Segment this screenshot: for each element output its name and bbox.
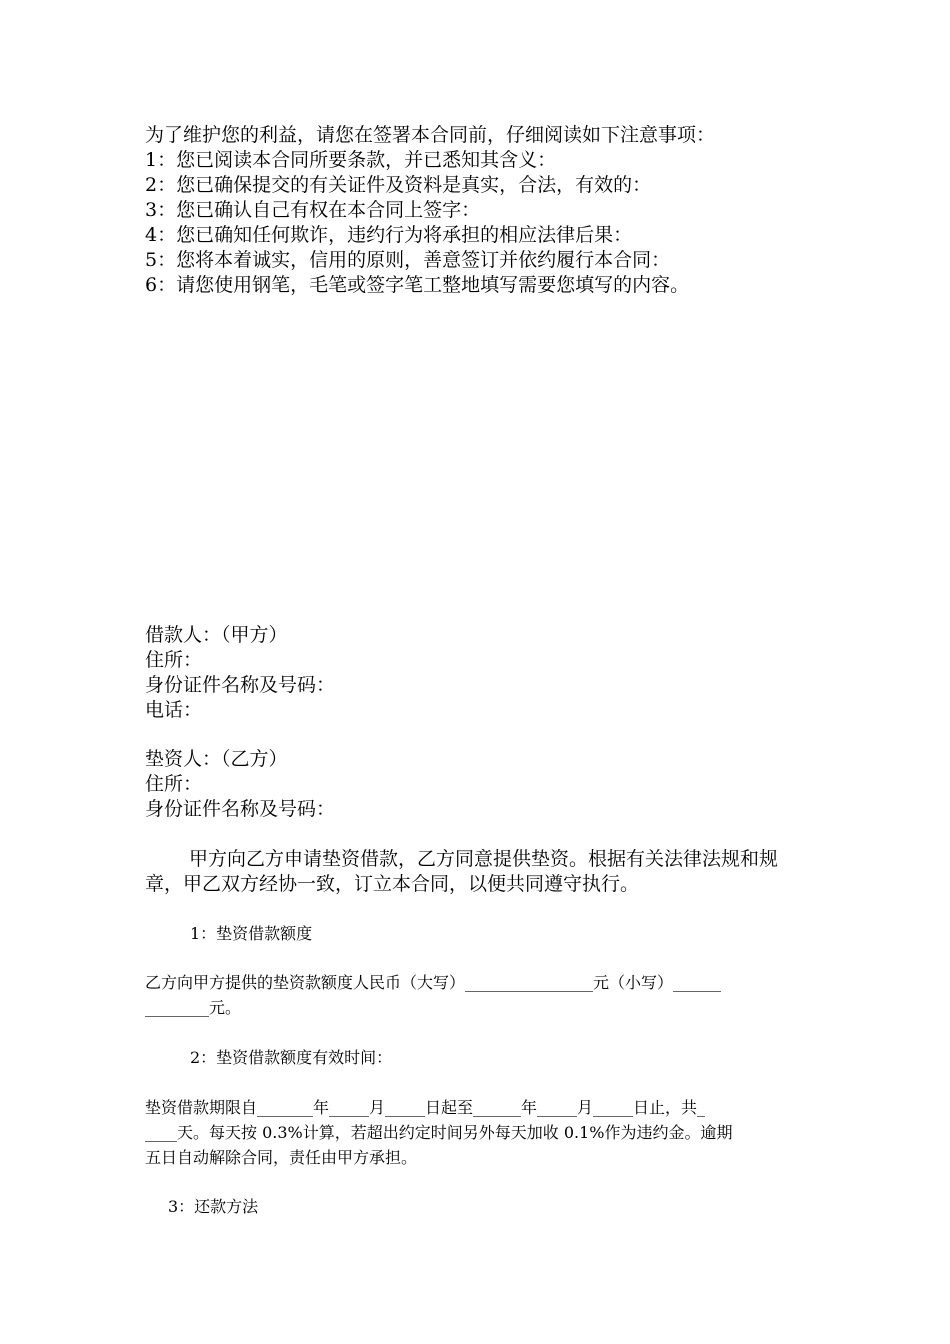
notice-item: 6：请您使用钢笔，毛笔或签字笔工整地填写需要您填写的内容。	[145, 274, 690, 296]
notice-item: 1：您已阅读本合同所要条款，并已悉知其含义：	[145, 149, 557, 171]
party-a-role: 借款人：（甲方）	[145, 624, 288, 646]
section-3-heading: 3：还款方法	[168, 1197, 259, 1216]
section-1-heading: 1：垫资借款额度	[190, 924, 313, 943]
notice-item: 4：您已确知任何欺诈，违约行为将承担的相应法律后果：	[145, 224, 633, 246]
notice-item: 3：您已确认自己有权在本合同上签字：	[145, 199, 481, 221]
section-1-line: 乙方向甲方提供的垫资款额度人民币（大写）________________元（小写）______	[145, 973, 722, 992]
party-a-phone: 电话：	[145, 699, 203, 721]
notice-title: 为了维护您的利益，请您在签署本合同前，仔细阅读如下注意事项：	[145, 124, 716, 146]
party-b-block	[145, 747, 825, 822]
section-2-line: ____天。每天按 0.3%计算，若超出约定时间另外每天加收 0.1%作为违约金。逾期	[145, 1123, 733, 1142]
notice-block	[145, 123, 825, 298]
party-a-block	[145, 623, 825, 723]
party-b-id: 身份证件名称及号码：	[145, 798, 336, 820]
notice-item: 5：您将本着诚实，信用的原则，善意签订并依约履行本合同：	[145, 249, 671, 271]
notice-item: 2：您已确保提交的有关证件及资料是真实，合法，有效的：	[145, 174, 652, 196]
section-1-line: ________元。	[145, 998, 242, 1017]
section-2-body	[145, 1095, 810, 1170]
section-2-line: 垫资借款期限自_______年_____月_____日起至______年_____月_____日止，共_	[145, 1098, 706, 1117]
party-b-address: 住所：	[145, 773, 203, 795]
section-1-body	[145, 970, 810, 1020]
party-b-role: 垫资人：（乙方）	[145, 748, 288, 770]
preamble-paragraph: 甲方向乙方申请垫资借款，乙方同意提供垫资。根据有关法律法规和规章，甲乙双方经协一致，订立本合同，以便共同遵守执行。	[145, 848, 779, 895]
party-a-id: 身份证件名称及号码：	[145, 674, 336, 696]
section-2-heading: 2：垫资借款额度有效时间：	[190, 1048, 393, 1067]
party-a-address: 住所：	[145, 649, 203, 671]
section-2-line: 五日自动解除合同，责任由甲方承担。	[145, 1148, 418, 1167]
